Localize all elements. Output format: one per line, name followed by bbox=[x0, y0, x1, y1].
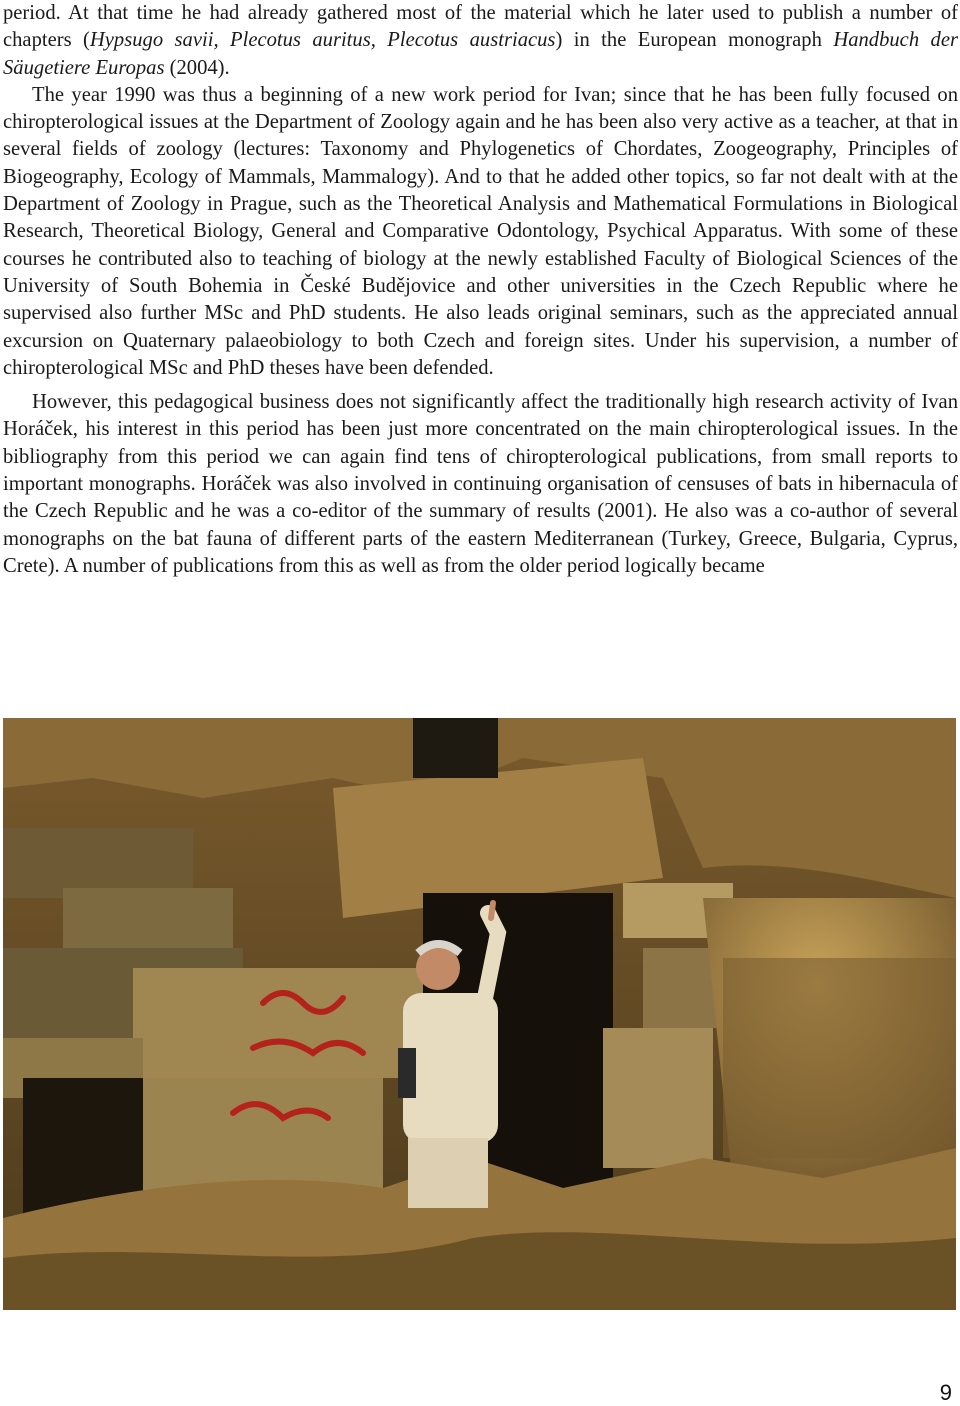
text-run: period. At that time he had already gathered most of the material which he later used to publish a number of chapters ( bbox=[3, 2, 958, 52]
text-run: The year 1990 was thus a beginning of a new work period for Ivan; since that he has been fully focused on chiropterological issues at the Department of Zoology again and he has been also very active as a teacher, at that in several fields of zoology (lectures: Taxonomy and Phylogenetics of Chordates, Zoogeography, Principles of Biogeography, Ecology of Mammals, Mammalogy). And to that he added other topics, so far not dealt with at the Department of Zoology in Prague, such as the Theoretical Analysis and Mathematical Formulations in Biological Research, Theoretical Biology, General and Comparative Odontology, Psychical Apparatus. With some of these courses he contributed also to teaching of biology at the newly established Faculty of Biological Sciences of the University of South Bohemia in České Budějovice and other universities in the Czech Republic where he supervised also further MSc and PhD students. He also leads original seminars, such as the appreciated annual excursion on Quaternary palaeobiology to both Czech and foreign sites. Under his supervision, a number of chiropterological MSc and PhD theses have been defended. bbox=[3, 83, 958, 379]
photo-man-at-stone-ruins bbox=[3, 718, 956, 1310]
paragraph-3 bbox=[3, 389, 958, 580]
italic-text: Hypsugo savii, Plecotus auritus, Plecotus austriacus bbox=[89, 29, 556, 52]
text-run: ) in the European monograph bbox=[555, 29, 834, 52]
body-text bbox=[3, 0, 958, 580]
paragraph-1 bbox=[3, 0, 958, 82]
page-number: 9 bbox=[939, 1380, 952, 1405]
text-run: However, this pedagogical business does not significantly affect the traditionally high research activity of Ivan Horáček, his interest in this period has been just more concentrated on the main chiropterological issues. In the bibliography from this period we can again find tens of chiropterological publications, from small reports to important monographs. Horáček was also involved in continuing organisation of censuses of bats in hibernacula of the Czech Republic and he was a co-editor of the summary of results (2001). He also was a co-author of several monographs on the bat fauna of different parts of the eastern Mediterranean (Turkey, Greece, Bulgaria, Cyprus, Crete). A number of publications from this as well as from the older period logically became bbox=[3, 391, 958, 577]
text-run: (2004). bbox=[164, 56, 230, 79]
paragraph-2 bbox=[3, 82, 958, 382]
italic-text: Handbuch der Säugetiere Europas bbox=[3, 29, 958, 79]
